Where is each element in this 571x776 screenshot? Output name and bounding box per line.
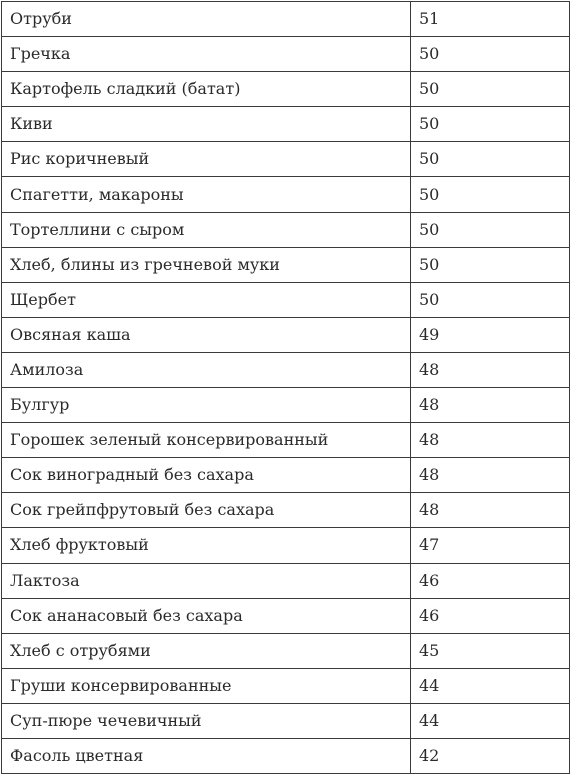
table-row bbox=[2, 2, 570, 37]
product-name-cell: Спагетти, макароны bbox=[2, 177, 411, 212]
table-row bbox=[2, 247, 570, 282]
glycemic-index-table bbox=[1, 1, 570, 774]
product-name-cell: Щербет bbox=[2, 282, 411, 317]
table-row bbox=[2, 423, 570, 458]
value-cell: 51 bbox=[411, 2, 570, 37]
value-cell: 48 bbox=[411, 388, 570, 423]
table-row bbox=[2, 107, 570, 142]
product-name-cell: Горошек зеленый консервированный bbox=[2, 423, 411, 458]
product-name-cell: Тортеллини с сыром bbox=[2, 212, 411, 247]
value-cell: 50 bbox=[411, 282, 570, 317]
value-cell: 50 bbox=[411, 247, 570, 282]
product-name-cell: Амилоза bbox=[2, 352, 411, 387]
value-cell: 50 bbox=[411, 72, 570, 107]
product-name-cell: Хлеб фруктовый bbox=[2, 528, 411, 563]
product-name-cell: Сок ананасовый без сахара bbox=[2, 598, 411, 633]
value-cell: 50 bbox=[411, 107, 570, 142]
table-row bbox=[2, 458, 570, 493]
product-name-cell: Хлеб, блины из гречневой муки bbox=[2, 247, 411, 282]
product-name-cell: Хлеб с отрубями bbox=[2, 633, 411, 668]
product-name-cell: Рис коричневый bbox=[2, 142, 411, 177]
value-cell: 49 bbox=[411, 317, 570, 352]
value-cell: 44 bbox=[411, 703, 570, 738]
table-row bbox=[2, 633, 570, 668]
product-name-cell: Суп-пюре чечевичный bbox=[2, 703, 411, 738]
value-cell: 50 bbox=[411, 212, 570, 247]
value-cell: 48 bbox=[411, 458, 570, 493]
value-cell: 42 bbox=[411, 738, 570, 773]
value-cell: 44 bbox=[411, 668, 570, 703]
product-name-cell: Гречка bbox=[2, 37, 411, 72]
product-name-cell: Отруби bbox=[2, 2, 411, 37]
table-row bbox=[2, 352, 570, 387]
product-name-cell: Сок грейпфрутовый без сахара bbox=[2, 493, 411, 528]
value-cell: 47 bbox=[411, 528, 570, 563]
value-cell: 48 bbox=[411, 352, 570, 387]
value-cell: 46 bbox=[411, 563, 570, 598]
table-row bbox=[2, 212, 570, 247]
table-row bbox=[2, 738, 570, 773]
value-cell: 48 bbox=[411, 423, 570, 458]
table-row bbox=[2, 317, 570, 352]
product-name-cell: Груши консервированные bbox=[2, 668, 411, 703]
value-cell: 50 bbox=[411, 37, 570, 72]
product-name-cell: Сок виноградный без сахара bbox=[2, 458, 411, 493]
table-row bbox=[2, 563, 570, 598]
table-row bbox=[2, 528, 570, 563]
table-row bbox=[2, 668, 570, 703]
table-row bbox=[2, 598, 570, 633]
table-row bbox=[2, 177, 570, 212]
table-row bbox=[2, 388, 570, 423]
product-name-cell: Булгур bbox=[2, 388, 411, 423]
value-cell: 48 bbox=[411, 493, 570, 528]
table-row bbox=[2, 37, 570, 72]
table-row bbox=[2, 493, 570, 528]
table-body bbox=[2, 2, 570, 774]
table-row bbox=[2, 282, 570, 317]
value-cell: 45 bbox=[411, 633, 570, 668]
table-row bbox=[2, 142, 570, 177]
product-name-cell: Фасоль цветная bbox=[2, 738, 411, 773]
value-cell: 50 bbox=[411, 142, 570, 177]
value-cell: 50 bbox=[411, 177, 570, 212]
table-row bbox=[2, 703, 570, 738]
product-name-cell: Овсяная каша bbox=[2, 317, 411, 352]
product-name-cell: Картофель сладкий (батат) bbox=[2, 72, 411, 107]
product-name-cell: Киви bbox=[2, 107, 411, 142]
value-cell: 46 bbox=[411, 598, 570, 633]
product-name-cell: Лактоза bbox=[2, 563, 411, 598]
table-row bbox=[2, 72, 570, 107]
